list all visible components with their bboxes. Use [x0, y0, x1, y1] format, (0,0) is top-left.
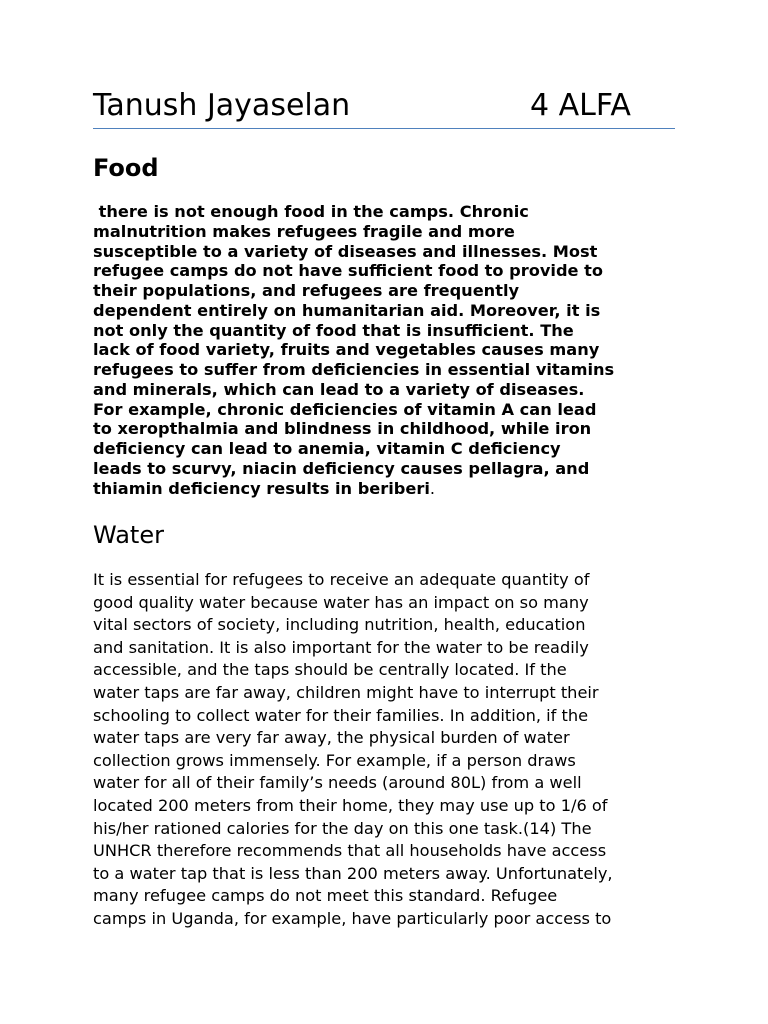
food-line-last — [93, 479, 679, 499]
water-line: to a water tap that is less than 200 meters away. Unfortunately, — [93, 863, 613, 883]
water-line: water taps are very far away, the physical burden of water — [93, 728, 570, 748]
food-line: not only the quantity of food that is insufficient. The — [93, 320, 574, 340]
food-line: their populations, and refugees are frequently — [93, 281, 520, 300]
food-line: refugees to suffer from deficiencies in essential vitamins — [93, 360, 615, 379]
water-line: many refugee camps do not meet this standard. Refugee — [93, 886, 558, 906]
food-paragraph — [93, 202, 679, 498]
author-name: Tanush Jayaselan — [93, 88, 351, 123]
food-line-text: thiamin deficiency results in beriberi — [93, 478, 430, 498]
water-line: schooling to collect water for their families. In addition, if the — [93, 705, 589, 725]
water-paragraph — [93, 569, 679, 943]
water-line: accessible, and the taps should be centrally located. If the — [93, 660, 567, 680]
food-line: dependent entirely on humanitarian aid. Moreover, it is — [93, 300, 601, 320]
food-line: malnutrition makes refugees fragile and more — [93, 221, 515, 241]
water-line: water for all of their family’s needs (around 80L) from a well — [93, 773, 582, 793]
food-line: deficiency can lead to anemia, vitamin C deficiency — [93, 439, 561, 458]
title-underline — [93, 128, 675, 129]
food-line: lack of food variety, fruits and vegetables causes many — [93, 340, 600, 360]
water-line: collection grows immensely. For example, if a person draws — [93, 750, 576, 770]
water-line: good quality water because water has an impact on so many — [93, 592, 589, 612]
water-line: and sanitation. It is also important for the water to be readily — [93, 637, 589, 657]
water-line: UNHCR therefore recommends that all households have access — [93, 841, 607, 861]
food-line: For example, chronic deficiencies of vitamin A can lead — [93, 399, 597, 419]
water-line: water taps are far away, children might have to interrupt their — [93, 682, 599, 702]
food-line: and minerals, which can lead to a variety of diseases. — [93, 379, 585, 399]
document-title — [93, 86, 675, 126]
class-label: 4 ALFA — [530, 88, 631, 123]
food-line: leads to scurvy, niacin deficiency causes pellagra, and — [93, 458, 590, 478]
water-heading: Water — [93, 521, 164, 549]
water-line: It is essential for refugees to receive an adequate quantity of — [93, 570, 590, 589]
food-line: to xeropthalmia and blindness in childhood, while iron — [93, 419, 592, 439]
water-line: camps in Uganda, for example, have particularly poor access to — [93, 908, 612, 928]
water-line: vital sectors of society, including nutrition, health, education — [93, 615, 586, 635]
water-line: his/her rationed calories for the day on this one task.(14) The — [93, 818, 592, 838]
food-line-period: . — [429, 478, 436, 498]
food-line: refugee camps do not have sufficient food to provide to — [93, 261, 604, 281]
food-line: there is not enough food in the camps. Chronic — [93, 202, 529, 221]
food-line: susceptible to a variety of diseases and illnesses. Most — [93, 241, 598, 261]
water-line: located 200 meters from their home, they may use up to 1/6 of — [93, 795, 608, 815]
food-heading: Food — [93, 154, 159, 182]
